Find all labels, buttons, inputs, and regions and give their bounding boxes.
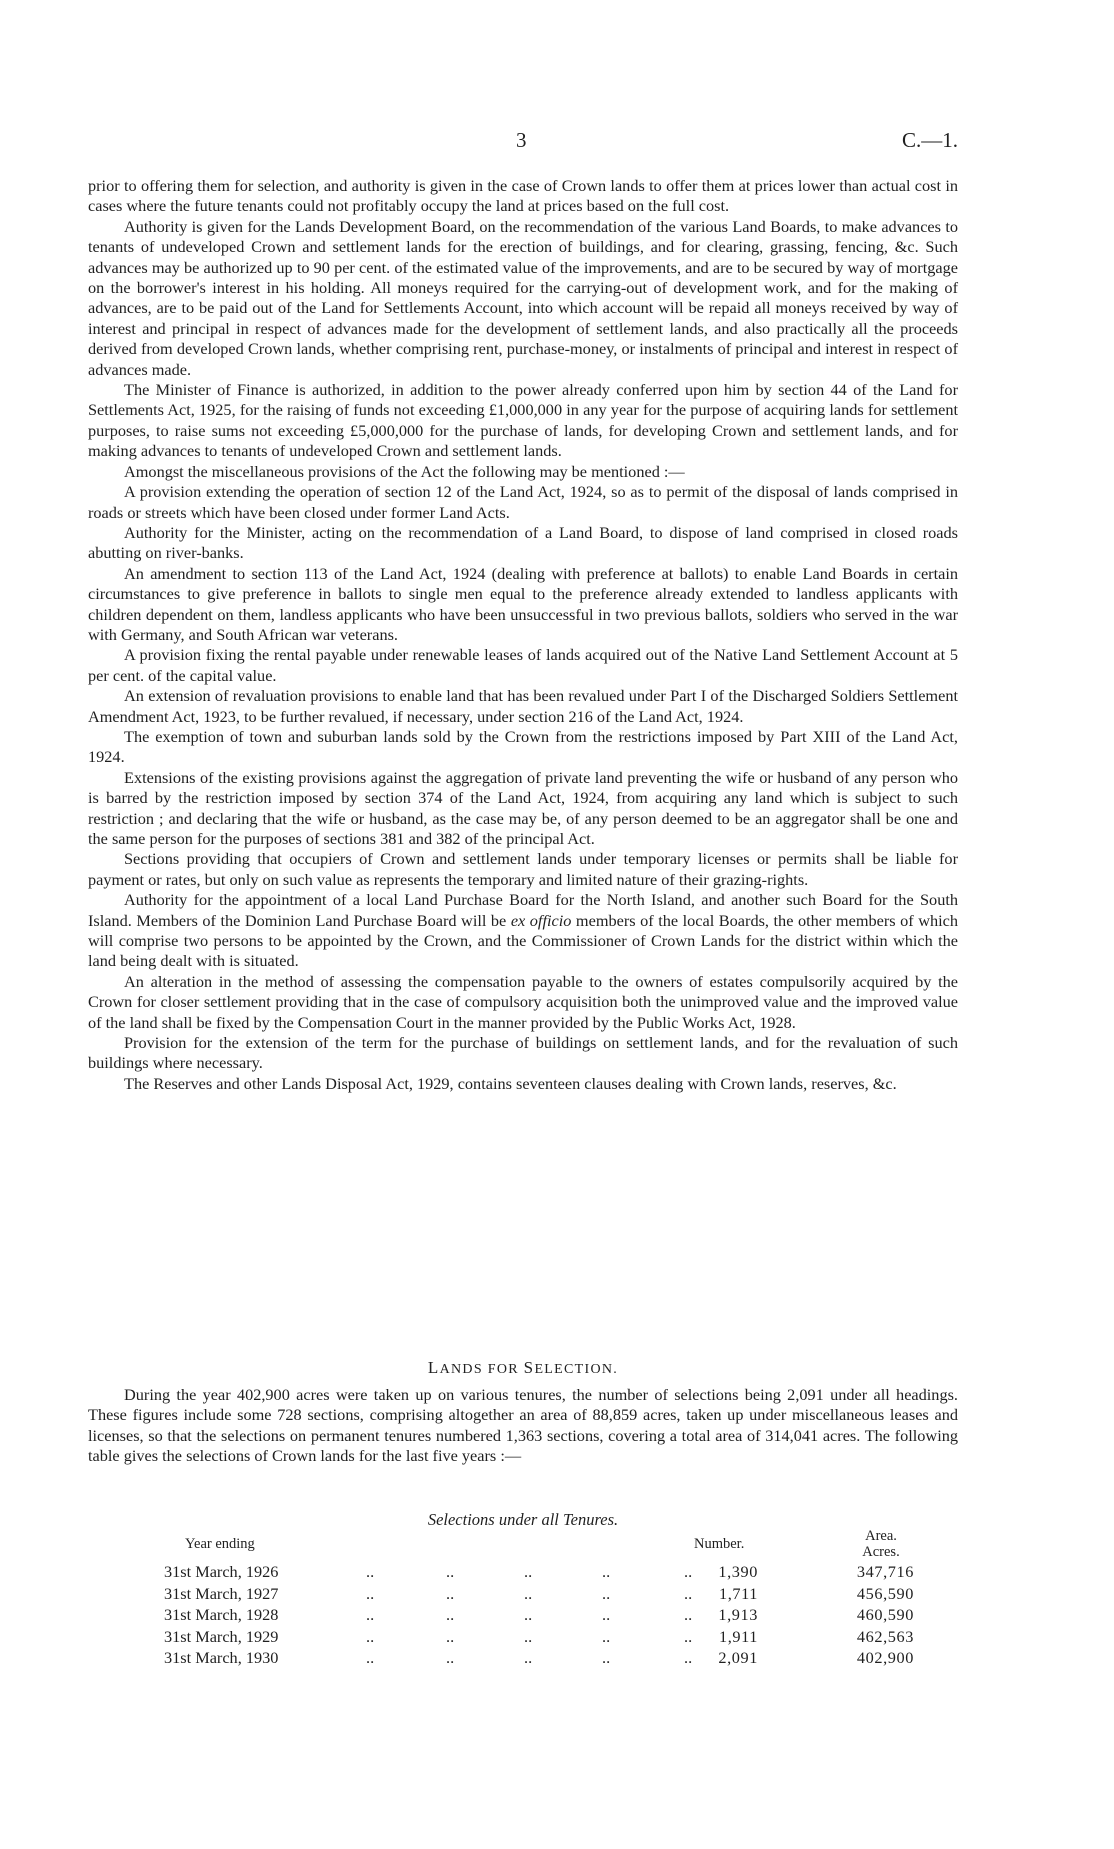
- leader-dots: ..: [446, 1583, 455, 1603]
- table-caption: Selections under all Tenures.: [427, 1510, 619, 1529]
- leader-dots: ..: [366, 1562, 375, 1581]
- cell-year-ending: 31st March, 1928: [164, 1605, 279, 1625]
- leader-dots: ..: [684, 1605, 693, 1625]
- cell-year-ending: 31st March, 1926: [164, 1562, 279, 1581]
- leader-dots: ..: [602, 1605, 611, 1625]
- document-reference: C.—1.: [901, 128, 958, 152]
- cell-area-acres: 456,590: [856, 1583, 914, 1603]
- section-heading: [88, 1358, 958, 1378]
- cell-number: 2,091: [718, 1648, 758, 1668]
- leader-dots: ..: [524, 1626, 533, 1646]
- cell-year-ending: 31st March, 1929: [164, 1626, 279, 1646]
- cell-number: 1,913: [718, 1605, 758, 1625]
- leader-dots: ..: [366, 1583, 375, 1603]
- paragraph: Sections providing that occupiers of Crown and settlement lands under temporary licenses or permits shall be liable for payment or rates, but only on such value as represents the temporary and limited nature of their grazing-rights.: [88, 849, 958, 889]
- leader-dots: ..: [602, 1626, 611, 1646]
- cell-area-acres: 460,590: [856, 1605, 914, 1625]
- paragraph: Authority is given for the Lands Development Board, on the recommendation of the various Land Boards, to make advances to tenants of undeveloped Crown and settlement lands for the erection of buildings, and for clearing, grassing, fencing, &c. Such advances may be authorized up to 90 per cent. of the estimated value of the improvements, and are to be secured by way of mortgage on the borrower's interest in his holding. All moneys required for the carrying-out of development work, and for the making of advances, are to be paid out of the Land for Settlements Account, into which account will be repaid all moneys received by way of interest and principal in respect of advances made for the development of settlement lands, and also practically all the proceeds derived from developed Crown lands, whether comprising rent, purchase-money, or instalments of principal and interest in respect of advances made.: [88, 216, 958, 379]
- heading-text: ELECTION.: [534, 1362, 619, 1377]
- paragraph: An extension of revaluation provisions to enable land that has been revalued under Part I of the Discharged Soldiers Settlement Amendment Act, 1923, to be further revalued, if necessary, under section 216 of the Land Act, 1924.: [88, 686, 958, 726]
- column-header-area-label: Area.: [865, 1528, 897, 1544]
- cell-area-acres: 402,900: [856, 1648, 914, 1668]
- heading-text: ANDS FOR: [439, 1362, 524, 1377]
- paragraph: An amendment to section 113 of the Land Act, 1924 (dealing with preference at ballots) to enable Land Boards in certain circumstances to give preference in ballots to single men equal to the preference already extended to landless applicants with children dependent on them, landless applicants who have been unsuccessful in two previous ballots, soldiers who served in the war with Germany, and South African war veterans.: [88, 563, 958, 644]
- leader-dots: ..: [524, 1583, 533, 1603]
- table-row: [88, 1584, 958, 1605]
- table-row: [88, 1605, 958, 1626]
- heading-initial: S: [523, 1358, 535, 1377]
- paragraph: The exemption of town and suburban lands sold by the Crown from the restrictions imposed by Part XIII of the Land Act, 1924.: [88, 726, 958, 767]
- table-row: [88, 1562, 958, 1583]
- paragraph: A provision fixing the rental payable under renewable leases of lands acquired out of the Native Land Settlement Account at 5 per cent. of the capital value.: [88, 645, 958, 685]
- table-row: [88, 1627, 958, 1648]
- cell-area-acres: 462,563: [856, 1626, 914, 1646]
- leader-dots: ..: [366, 1626, 375, 1646]
- paragraph: A provision extending the operation of section 12 of the Land Act, 1924, so as to permit of the disposal of lands comprised in roads or streets which have been closed under former Land Acts.: [88, 482, 958, 522]
- leader-dots: ..: [602, 1562, 611, 1581]
- page-header: [88, 128, 958, 156]
- leader-dots: ..: [366, 1605, 375, 1625]
- paragraph: prior to offering them for selection, and authority is given in the case of Crown lands to offer them at prices lower than actual cost in cases where the future tenants could not profitably occupy the land at prices based on the full cost.: [88, 176, 958, 216]
- text-run: Authority for the appointment of a local Land Purchase Board for the North Island, and another such Board for the South Island. Members of the Dominion Land Purchase Board will be: [88, 890, 958, 930]
- paragraph: Provision for the extension of the term for the purchase of buildings on settlement lands, and for the revaluation of such buildings where necessary.: [88, 1033, 958, 1073]
- cell-year-ending: 31st March, 1930: [164, 1648, 279, 1668]
- leader-dots: ..: [684, 1626, 693, 1646]
- leader-dots: ..: [684, 1562, 693, 1581]
- leader-dots: ..: [446, 1562, 455, 1581]
- column-header-area-unit: Acres.: [862, 1544, 900, 1560]
- cell-number: 1,390: [718, 1562, 758, 1581]
- cell-area-acres: 347,716: [856, 1562, 914, 1581]
- leader-dots: ..: [524, 1562, 533, 1581]
- body-text: [88, 176, 958, 1094]
- leader-dots: ..: [446, 1605, 455, 1625]
- leader-dots: ..: [524, 1648, 533, 1668]
- leader-dots: ..: [684, 1648, 693, 1668]
- italic-term: ex officio: [510, 910, 572, 930]
- cell-year-ending: 31st March, 1927: [164, 1583, 279, 1603]
- page-number: 3: [516, 128, 527, 152]
- column-header-number: Number.: [694, 1536, 745, 1552]
- paragraph: The Minister of Finance is authorized, in addition to the power already conferred upon him by section 44 of the Land for Settlements Act, 1925, for the raising of funds not exceeding £1,000,000 in any year for the purpose of acquiring lands for settlement purposes, to raise sums not exceeding £5,000,000 for the purchase of lands, for developing Crown and settlement lands, and for making advances to tenants of undeveloped Crown and settlement lands.: [88, 380, 958, 461]
- table-row: [88, 1648, 958, 1669]
- text-run: members of the local Boards, the other members of which will comprise two persons to be appointed by the Crown, and the Commissioner of Crown Lands for the district within which the land being dealt with is situated.: [88, 910, 959, 971]
- paragraph: Extensions of the existing provisions against the aggregation of private land preventing the wife or husband of any person who is barred by the restriction imposed by section 374 of the Land Act, 1924, from acquiring any land which is subject to such restriction ; and declaring that the wife or husband, as the case may be, of any person deemed to be an aggregator shall be one and the same person for the purposes of sections 381 and 382 of the principal Act.: [88, 767, 958, 848]
- heading-initial: L: [427, 1358, 440, 1377]
- section-paragraph: During the year 402,900 acres were taken up on various tenures, the number of selections being 2,091 under all headings. These figures include some 728 sections, comprising altogether an area of 88,859 acres, taken up under miscellaneous leases and licenses, so that the selections on permanent tenures numbered 1,363 sections, covering a total area of 314,041 acres. The following table gives the selections of Crown lands for the last five years :—: [88, 1385, 958, 1466]
- leader-dots: ..: [446, 1648, 455, 1668]
- paragraph: Authority for the Minister, acting on the recommendation of a Land Board, to dispose of land comprised in closed roads abutting on river-banks.: [88, 522, 958, 563]
- leader-dots: ..: [602, 1583, 611, 1603]
- leader-dots: ..: [366, 1648, 375, 1668]
- paragraph: The Reserves and other Lands Disposal Act, 1929, contains seventeen clauses dealing with Crown lands, reserves, &c.: [124, 1073, 897, 1093]
- column-header-year: Year ending: [185, 1536, 255, 1552]
- cell-number: 1,911: [718, 1626, 758, 1646]
- paragraph: An alteration in the method of assessing the compensation payable to the owners of estates compulsorily acquired by the Crown for closer settlement providing that in the case of compulsory acquisition both the unimproved value and the improved value of the land shall be fixed by the Compensation Court in the manner provided by the Public Works Act, 1928.: [88, 971, 958, 1032]
- paragraph: Amongst the miscellaneous provisions of the Act the following may be mentioned :—: [124, 461, 685, 481]
- leader-dots: ..: [524, 1605, 533, 1625]
- leader-dots: ..: [684, 1583, 693, 1603]
- leader-dots: ..: [602, 1648, 611, 1668]
- paragraph-land-purchase-board: [88, 890, 958, 972]
- cell-number: 1,711: [718, 1583, 758, 1603]
- column-header-area: [826, 1528, 936, 1560]
- leader-dots: ..: [446, 1626, 455, 1646]
